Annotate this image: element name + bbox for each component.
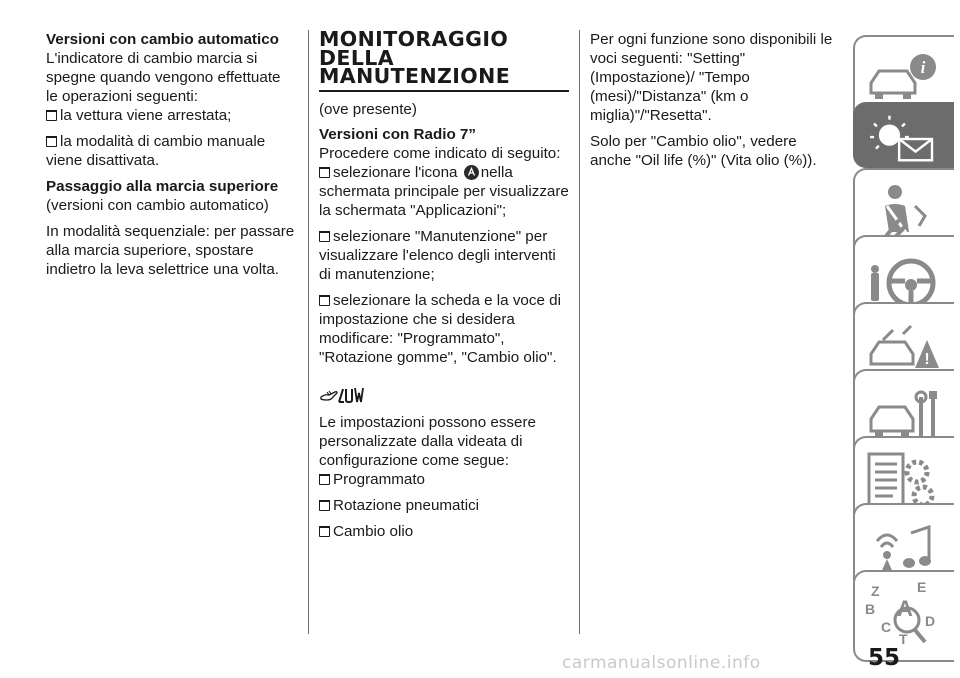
bullet-item: selezionare "Manutenzione" per visualizzare l'elenco degli interventi di manutenzione;	[319, 227, 556, 283]
bullet-icon	[319, 474, 330, 485]
heading-upshift-sub: (versioni con cambio automatico)	[46, 197, 269, 214]
bullet-item: selezionare l'icona nella schermata principale per visualizzare la schermata "Applicazioni";	[319, 163, 569, 219]
bullet-icon	[46, 136, 57, 147]
section-title: MONITORAGGIO DELLA MANUTENZIONE	[319, 30, 569, 92]
bullet-icon	[319, 167, 330, 178]
bullet-item: selezionare la scheda e la voce di impostazione che si desidera modificare: "Programmato", "Rotazione gomme", "Cambio olio".	[319, 291, 561, 366]
paragraph-procedure: Procedere come indicato di seguito:	[319, 144, 561, 162]
column-divider	[579, 30, 580, 634]
heading-automatic: Versioni con cambio automatico	[46, 31, 279, 48]
paragraph-oil: Solo per "Cambio olio", vedere anche "Oil life (%)" (Vita olio (%)).	[590, 133, 817, 169]
column-2	[319, 27, 569, 548]
bullet-icon	[46, 110, 57, 121]
paragraph-functions: Per ogni funzione sono disponibili le voci seguenti: "Setting" (Impostazione)/ "Tempo (mesi)/"Distanza" (km o miglia)"/"Resetta".	[590, 31, 833, 124]
tab-warning-lights[interactable]	[853, 102, 954, 168]
heading-upshift: Passaggio alla marcia superiore	[46, 178, 279, 195]
svg-text:i: i	[920, 58, 926, 77]
paragraph-indicator: L'indicatore di cambio marcia si spegne quando vengono effettuate le operazioni seguenti:	[46, 50, 281, 105]
svg-text:Z: Z	[871, 583, 880, 599]
column-1	[46, 30, 296, 286]
svg-text:T: T	[899, 631, 908, 647]
bullet-item: la vettura viene arrestata;	[46, 106, 296, 125]
svg-text:!: !	[924, 351, 930, 368]
svg-text:D: D	[925, 613, 936, 629]
note-hand-icon	[319, 383, 365, 405]
list-item: Programmato	[319, 470, 569, 489]
paragraph-settings: Le impostazioni possono essere personalizzate dalla videata di configurazione come segue:	[319, 413, 536, 469]
section-subtitle: (ove presente)	[319, 100, 417, 118]
warning-lights-icon	[863, 110, 943, 168]
page-number: 55	[868, 645, 901, 671]
heading-radio: Versioni con Radio 7”	[319, 125, 476, 143]
column-3	[590, 30, 840, 177]
list-item: Rotazione pneumatici	[319, 496, 569, 515]
column-divider	[308, 30, 309, 634]
svg-text:C: C	[881, 619, 892, 635]
bullet-icon	[319, 526, 330, 537]
svg-text:B: B	[865, 601, 876, 617]
paragraph-sequential: In modalità sequenziale: per passare alla marcia superiore, spostare indietro la leva selettrice una volta.	[46, 223, 295, 278]
bullet-icon	[319, 500, 330, 511]
watermark: carmanualsonline.info	[562, 653, 761, 673]
applications-icon	[463, 164, 480, 181]
bullet-icon	[319, 295, 330, 306]
bullet-icon	[319, 231, 330, 242]
bullet-item: la modalità di cambio manuale viene disattivata.	[46, 133, 266, 169]
list-item: Cambio olio	[319, 522, 569, 541]
svg-text:E: E	[917, 579, 927, 595]
svg-text:A: A	[897, 596, 913, 621]
